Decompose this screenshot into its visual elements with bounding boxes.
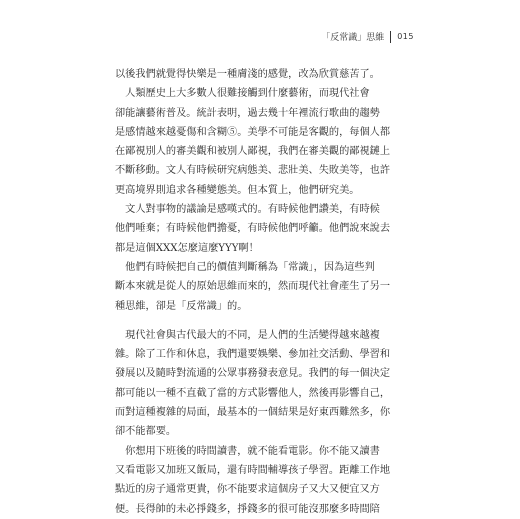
text-line: 你想用下班後的時間讀書，就不能看電影。你不能又讀書	[115, 445, 380, 457]
text-line: 斷本來就是從人的原始思維而來的，然而現代社會產生了另一	[115, 281, 391, 293]
text-line: 卻不能都要。	[115, 426, 177, 438]
text-line: 種思維，卻是「反常識」的。	[115, 300, 248, 312]
text-line: 在鄙視別人的審美觀和被別人鄙視，我們在審美觀的鄙視鏈上	[115, 146, 391, 158]
text-line: 更高境界則追求各種變態美。但本質上，他們研究美。	[115, 184, 360, 196]
text-line: 文人對事物的議論是感嘆式的。有時候他們讚美，有時候	[115, 204, 380, 216]
text-line: 以後我們就覺得快樂是一種膚淺的感覺，改為欣賞慈苦了。	[115, 69, 380, 80]
body-text	[115, 65, 405, 519]
text-line: 便。長得帥的未必掙錢多，掙錢多的很可能沒那麼多時間陪	[115, 503, 380, 515]
text-line: 人類歷史上大多數人很難接觸到什麼藝術，而現代社會	[115, 88, 370, 100]
chapter-title: 「反常識」思維	[321, 33, 385, 43]
header-divider	[390, 31, 391, 43]
text-line: 都可能以一種不直截了當的方式影響他人，然後再影響自己，	[115, 387, 391, 399]
text-line: 而對這種複雜的局面，最基本的一個結果是好東西難然多，你	[115, 407, 391, 419]
section-break	[115, 316, 405, 326]
text-line: 現代社會與古代最大的不同，是人們的生活變得越來越複	[115, 329, 380, 341]
text-line: 不斷移動。文人有時候研究病態美、悲壯美、失敗美等，也許	[115, 165, 391, 177]
text-line: 他們有時候把自己的價值判斷稱為「常識」，因為這些判	[115, 261, 375, 273]
text-line: 發展以及隨時對流通的公眾事務發表意見。我們的每一個決定	[115, 368, 391, 380]
text-line: 點近的房子通常更貴，你不能要求這個房子又大又便宜又方	[115, 484, 380, 496]
text-line: 他們唾棄；有時候他們擔憂，有時候他們呼籲。他們說來說去	[115, 223, 391, 235]
running-header	[321, 30, 414, 43]
page-number: 015	[397, 32, 414, 41]
text-line: 又看電影又加班又飯局，還有時間輔導孩子學習。距離工作地	[115, 464, 391, 476]
text-line: 雜。除了工作和休息，我們還要娛樂、參加社交活動、學習和	[115, 349, 391, 361]
text-line: 是感情越來越憂傷和含糊⑤。美學不可能是客觀的，每個人都	[115, 126, 391, 138]
text-line: 都是這個XXX怎麼這麼YYY啊！	[115, 242, 259, 254]
text-line: 卻能讓藝術普及。統計表明，過去幾十年裡流行歌曲的趨勢	[115, 107, 380, 119]
